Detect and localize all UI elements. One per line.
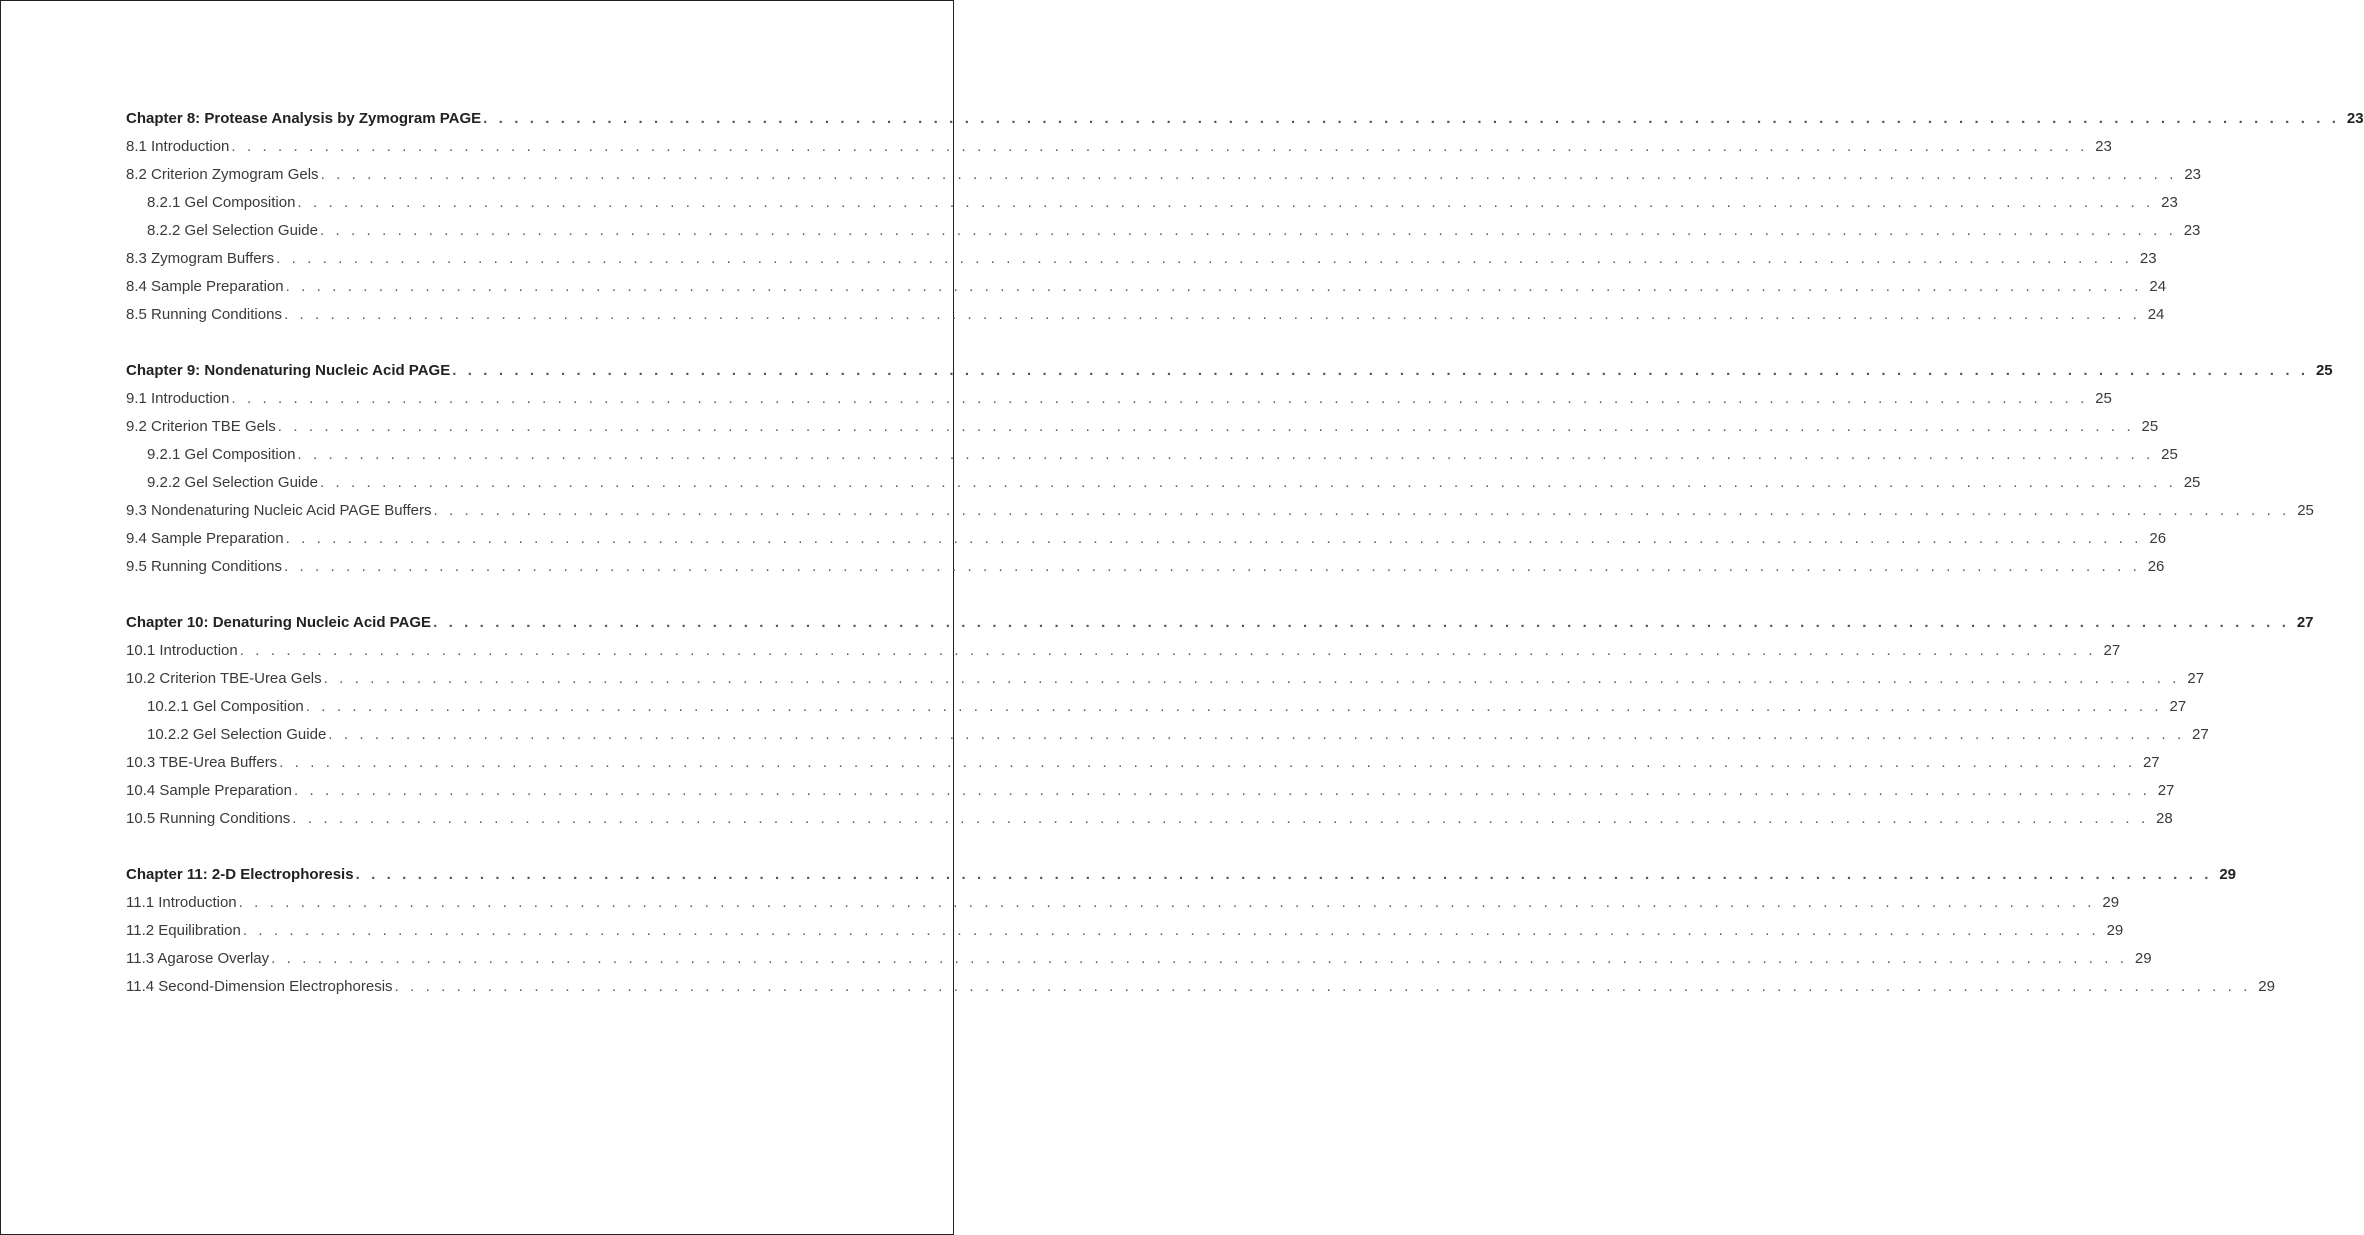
toc-dot-leader: . . . . . . . . . . . . . . . . . . . . . . . . . . . . . . . . . . . . . . . . . . . . . . . . . . . . . . . . . . . . . . . . . . . . . . . . . . . . . . . . . . . . . . . . . . . . . . . . . . . . . . . . . . . . . . . . . . . . . . . . (297, 446, 2154, 463)
toc-page-number: 25 (2183, 474, 2201, 491)
toc-section-entry[interactable] (126, 413, 2159, 441)
toc-entry-title: 11.2 Equilibration (126, 922, 241, 939)
toc-entry-title: Chapter 8: Protease Analysis by Zymogram PAGE (126, 110, 482, 127)
toc-page-number: 23 (2161, 194, 2178, 211)
toc-dot-leader: . . . . . . . . . . . . . . . . . . . . . . . . . . . . . . . . . . . . . . . . . . . . . . . . . . . . . . . . . . . . . . . . . . . . . . . . . . . . . . . . . . . . . . . . . . . . . . . . . . . . . . . . . . . . . . . . . . . . . . . . (328, 726, 2185, 743)
toc-dot-leader: . . . . . . . . . . . . . . . . . . . . . . . . . . . . . . . . . . . . . . . . . . . . . . . . . . . . . . . . . . . . . . . . . . . . . . . . . . . . . . . . . . . . . . . . . . . . . . . . . . . . . . . . . . . . . . . . . . . . . . . . (285, 278, 2143, 295)
toc-entry-title: 11.3 Agarose Overlay (126, 950, 270, 967)
toc-entry-title: 9.3 Nondenaturing Nucleic Acid PAGE Buffers (126, 502, 432, 519)
toc-section-entry[interactable] (126, 889, 2120, 917)
toc-section-entry[interactable] (126, 273, 2167, 301)
toc-chapter-entry[interactable] (126, 609, 2314, 637)
toc-page-number: 27 (2142, 754, 2160, 771)
toc-entry-title: 10.1 Introduction (126, 642, 238, 659)
toc-entry-title: 9.2.2 Gel Selection Guide (147, 474, 318, 491)
toc-entry-title: 10.5 Running Conditions (126, 810, 291, 827)
toc-page-number: 23 (2184, 166, 2201, 183)
toc-dot-leader: . . . . . . . . . . . . . . . . . . . . . . . . . . . . . . . . . . . . . . . . . . . . . . . . . . . . . . . . . . . . . . . . . . . . . . . . . . . . . . . . . . . . . . . . . . . . . . . . . . . . . . . . . . . . . . . . . . . . . . . . (394, 978, 2251, 995)
toc-entry-title: Chapter 9: Nondenaturing Nucleic Acid PAGE (126, 362, 451, 379)
toc-dot-leader: . . . . . . . . . . . . . . . . . . . . . . . . . . . . . . . . . . . . . . . . . . . . . . . . . . . . . . . . . . . . . . . . . . . . . . . . . . . . . . . . . . . . . . . . . . . . . . . . . . . . . . . . . . . . . . . . . . . . . . . . (293, 782, 2151, 799)
toc-entry-title: 8.4 Sample Preparation (126, 278, 284, 295)
toc-page-number: 25 (2095, 390, 2112, 407)
toc-section-entry[interactable] (126, 133, 2112, 161)
toc-dot-leader: . . . . . . . . . . . . . . . . . . . . . . . . . . . . . . . . . . . . . . . . . . . . . . . . . . . . . . . . . . . . . . . . . . . . . . . . . . . . . . . . . . . . . . . . . . . . . . . . . . . . . . . . . . . . . . . . . . . . . . . . (271, 950, 2128, 967)
toc-dot-leader: . . . . . . . . . . . . . . . . . . . . . . . . . . . . . . . . . . . . . . . . . . . . . . . . . . . . . . . . . . . . . . . . . . . . . . . . . . . . . . . . . . . . . . . . . . . . . . . . . . . . . . . . . . . . . . . . . . . . . . . . (319, 474, 2177, 491)
toc-page-number: 27 (2103, 642, 2121, 659)
toc-entry-title: 9.4 Sample Preparation (126, 530, 284, 547)
table-of-contents (126, 105, 2364, 1029)
toc-section-entry[interactable] (126, 385, 2112, 413)
toc-section-entry[interactable] (126, 637, 2121, 665)
toc-page-number: 26 (2149, 530, 2167, 547)
toc-entry-title: 10.3 TBE-Urea Buffers (126, 754, 278, 771)
toc-page-number: 25 (2161, 446, 2178, 463)
toc-subsection-entry[interactable] (126, 721, 2209, 749)
toc-dot-leader: . . . . . . . . . . . . . . . . . . . . . . . . . . . . . . . . . . . . . . . . . . . . . . . . . . . . . . . . . . . . . . . . . . . . . . . . . . . . . . . . . . . . . . . . . . . . . . . . . . . . . . . . . . . . . . . . . . . . . . . . (285, 530, 2143, 547)
toc-entry-title: 8.5 Running Conditions (126, 306, 282, 323)
toc-dot-leader: . . . . . . . . . . . . . . . . . . . . . . . . . . . . . . . . . . . . . . . . . . . . . . . . . . . . . . . . . . . . . . . . . . . . . . . . . . . . . . . . . . . . . . . . . . . . . . . . . . . . . . . . . . . . . . . . . . . . . . . . (319, 222, 2177, 239)
toc-dot-leader: . . . . . . . . . . . . . . . . . . . . . . . . . . . . . . . . . . . . . . . . . . . . . . . . . . . . . . . . . . . . . . . . . . . . . . . . . . . . . . . . . . . . . . . . . . . . . . . . . . . . . . . . . . . . . . . . . . . . . . . . (297, 194, 2154, 211)
toc-dot-leader: . . . . . . . . . . . . . . . . . . . . . . . . . . . . . . . . . . . . . . . . . . . . . . . . . . . . . . . . . . . . . . . . . . . . . . . . . . . . . . . . . . . . . . . . . . . . . . . . . . . . . . . . . . . . . . . . . . . . . . . . (276, 250, 2133, 267)
toc-section-entry[interactable] (126, 553, 2165, 581)
toc-page-number: 23 (2095, 138, 2112, 155)
toc-dot-leader: . . . . . . . . . . . . . . . . . . . . . . . . . . . . . . . . . . . . . . . . . . . . . . . . . . . . . . . . . . . . . . . . . . . . . . . . . . . . . . . . . . . . . . . . . . . . . . . . . . . . . . . . . . . . . . . . . . . . . . . . (231, 390, 2088, 407)
toc-page-number: 27 (2157, 782, 2175, 799)
toc-entry-title: 9.2.1 Gel Composition (147, 446, 296, 463)
toc-section-entry[interactable] (126, 497, 2314, 525)
toc-section-entry[interactable] (126, 749, 2160, 777)
toc-chapter-group (126, 105, 2364, 329)
toc-dot-leader: . . . . . . . . . . . . . . . . . . . . . . . . . . . . . . . . . . . . . . . . . . . . . . . . . . . . . . . . . . . . . . . . . . . . . . . . . . . . . . . . . . . . . . . . . . . . . . . . . . . . . . . . . . . . . . . . . . . . . . . . (277, 418, 2135, 435)
toc-page-number: 29 (2258, 978, 2275, 995)
toc-subsection-entry[interactable] (126, 469, 2201, 497)
toc-page-number: 23 (2139, 250, 2157, 267)
toc-entry-title: 8.3 Zymogram Buffers (126, 250, 275, 267)
toc-entry-title: 10.4 Sample Preparation (126, 782, 292, 799)
toc-page-number: 24 (2147, 306, 2165, 323)
toc-entry-title: 8.2.2 Gel Selection Guide (147, 222, 318, 239)
toc-section-entry[interactable] (126, 973, 2275, 1001)
toc-section-entry[interactable] (126, 917, 2124, 945)
toc-page-number: 27 (2187, 670, 2205, 687)
toc-dot-leader: . . . . . . . . . . . . . . . . . . . . . . . . . . . . . . . . . . . . . . . . . . . . . . . . . . . . . . . . . . . . . . . . . . . . . . . . . . . . . . . . . . . . . . . . . . . . . . . . . . . . . . . . . . . . . . . . . . . . . . . . (292, 810, 2149, 827)
toc-page-number: 27 (2296, 614, 2314, 631)
toc-dot-leader: . . . . . . . . . . . . . . . . . . . . . . . . . . . . . . . . . . . . . . . . . . . . . . . . . . . . . . . . . . . . . . . . . . . . . . . . . . . . . . . . . . . . . . . . . . . . . . . . . . . . . . . . . . . . . . . . . . . . . . . . (283, 558, 2141, 575)
toc-page-number: 27 (2192, 726, 2209, 743)
toc-chapter-group (126, 357, 2333, 581)
toc-entry-title: 10.2.2 Gel Selection Guide (147, 726, 327, 743)
toc-section-entry[interactable] (126, 245, 2157, 273)
toc-subsection-entry[interactable] (126, 189, 2178, 217)
toc-dot-leader: . . . . . . . . . . . . . . . . . . . . . . . . . . . . . . . . . . . . . . . . . . . . . . . . . . . . . . . . . . . . . . . . . . . . . . . . . . . . . . . . . . . . . . . . . . . . . . . . . . . . . . . . . . . . . . . . . . . . . . . . (323, 670, 2181, 687)
toc-chapter-group (126, 861, 2275, 1001)
toc-entry-title: 8.2.1 Gel Composition (147, 194, 296, 211)
toc-section-entry[interactable] (126, 945, 2152, 973)
toc-section-entry[interactable] (126, 665, 2205, 693)
toc-dot-leader: . . . . . . . . . . . . . . . . . . . . . . . . . . . . . . . . . . . . . . . . . . . . . . . . . . . . . . . . . . . . . . . . . . . . . . . . . . . . . . . . . . . . . . . . . . . . . . . . . . . . . . . . . . . . . . . . . . . . . . . . (433, 614, 2290, 631)
toc-dot-leader: . . . . . . . . . . . . . . . . . . . . . . . . . . . . . . . . . . . . . . . . . . . . . . . . . . . . . . . . . . . . . . . . . . . . . . . . . . . . . . . . . . . . . . . . . . . . . . . . . . . . . . . . . . . . . . . . . . . . . . . . (239, 642, 2097, 659)
toc-page-number: 25 (2315, 362, 2333, 379)
toc-page-number: 27 (2169, 698, 2187, 715)
toc-page-number: 24 (2149, 278, 2167, 295)
toc-entry-title: 11.4 Second-Dimension Electrophoresis (126, 978, 393, 995)
toc-dot-leader: . . . . . . . . . . . . . . . . . . . . . . . . . . . . . . . . . . . . . . . . . . . . . . . . . . . . . . . . . . . . . . . . . . . . . . . . . . . . . . . . . . . . . . . . . . . . . . . . . . . . . . . . . . . . . . . . . . . . . . . . (355, 866, 2213, 883)
toc-page-number: 23 (2183, 222, 2201, 239)
toc-dot-leader: . . . . . . . . . . . . . . . . . . . . . . . . . . . . . . . . . . . . . . . . . . . . . . . . . . . . . . . . . . . . . . . . . . . . . . . . . . . . . . . . . . . . . . . . . . . . . . . . . . . . . . . . . . . . . . . . . . . . . . . . (238, 894, 2096, 911)
toc-entry-title: 8.1 Introduction (126, 138, 230, 155)
toc-entry-title: Chapter 10: Denaturing Nucleic Acid PAGE (126, 614, 432, 631)
toc-subsection-entry[interactable] (126, 217, 2201, 245)
toc-dot-leader: . . . . . . . . . . . . . . . . . . . . . . . . . . . . . . . . . . . . . . . . . . . . . . . . . . . . . . . . . . . . . . . . . . . . . . . . . . . . . . . . . . . . . . . . . . . . . . . . . . . . . . . . . . . . . . . . . . . . . . . . (452, 362, 2309, 379)
toc-chapter-group (126, 609, 2314, 833)
toc-section-entry[interactable] (126, 525, 2167, 553)
toc-page-number: 25 (2141, 418, 2159, 435)
toc-chapter-entry[interactable] (126, 105, 2364, 133)
toc-page-number: 28 (2156, 810, 2173, 827)
toc-dot-leader: . . . . . . . . . . . . . . . . . . . . . . . . . . . . . . . . . . . . . . . . . . . . . . . . . . . . . . . . . . . . . . . . . . . . . . . . . . . . . . . . . . . . . . . . . . . . . . . . . . . . . . . . . . . . . . . . . . . . . . . . (433, 502, 2290, 519)
toc-chapter-entry[interactable] (126, 357, 2333, 385)
toc-page-number: 25 (2297, 502, 2314, 519)
toc-section-entry[interactable] (126, 161, 2201, 189)
toc-dot-leader: . . . . . . . . . . . . . . . . . . . . . . . . . . . . . . . . . . . . . . . . . . . . . . . . . . . . . . . . . . . . . . . . . . . . . . . . . . . . . . . . . . . . . . . . . . . . . . . . . . . . . . . . . . . . . . . . . . . . . . . . (305, 698, 2163, 715)
toc-entry-title: 10.2.1 Gel Composition (147, 698, 304, 715)
toc-page-number: 23 (2346, 110, 2364, 127)
toc-page-number: 29 (2134, 950, 2152, 967)
toc-dot-leader: . . . . . . . . . . . . . . . . . . . . . . . . . . . . . . . . . . . . . . . . . . . . . . . . . . . . . . . . . . . . . . . . . . . . . . . . . . . . . . . . . . . . . . . . . . . . . . . . . . . . . . . . . . . . . . . . . . . . . . . . (283, 306, 2141, 323)
toc-subsection-entry[interactable] (126, 441, 2178, 469)
toc-entry-title: 9.2 Criterion TBE Gels (126, 418, 276, 435)
toc-dot-leader: . . . . . . . . . . . . . . . . . . . . . . . . . . . . . . . . . . . . . . . . . . . . . . . . . . . . . . . . . . . . . . . . . . . . . . . . . . . . . . . . . . . . . . . . . . . . . . . . . . . . . . . . . . . . . . . . . . . . . . . . (279, 754, 2136, 771)
toc-dot-leader: . . . . . . . . . . . . . . . . . . . . . . . . . . . . . . . . . . . . . . . . . . . . . . . . . . . . . . . . . . . . . . . . . . . . . . . . . . . . . . . . . . . . . . . . . . . . . . . . . . . . . . . . . . . . . . . . . . . . . . . . (320, 166, 2177, 183)
toc-dot-leader: . . . . . . . . . . . . . . . . . . . . . . . . . . . . . . . . . . . . . . . . . . . . . . . . . . . . . . . . . . . . . . . . . . . . . . . . . . . . . . . . . . . . . . . . . . . . . . . . . . . . . . . . . . . . . . . . . . . . . . . . (242, 922, 2100, 939)
toc-entry-title: 10.2 Criterion TBE-Urea Gels (126, 670, 322, 687)
toc-section-entry[interactable] (126, 805, 2173, 833)
toc-entry-title: 8.2 Criterion Zymogram Gels (126, 166, 319, 183)
toc-subsection-entry[interactable] (126, 693, 2187, 721)
toc-dot-leader: . . . . . . . . . . . . . . . . . . . . . . . . . . . . . . . . . . . . . . . . . . . . . . . . . . . . . . . . . . . . . . . . . . . . . . . . . . . . . . . . . . . . . . . . . . . . . . . . . . . . . . . . . . . . . . . . . . . . . . . . (483, 110, 2340, 127)
toc-entry-title: 11.1 Introduction (126, 894, 237, 911)
toc-entry-title: Chapter 11: 2-D Electrophoresis (126, 866, 354, 883)
toc-dot-leader: . . . . . . . . . . . . . . . . . . . . . . . . . . . . . . . . . . . . . . . . . . . . . . . . . . . . . . . . . . . . . . . . . . . . . . . . . . . . . . . . . . . . . . . . . . . . . . . . . . . . . . . . . . . . . . . . . . . . . . . . (231, 138, 2088, 155)
toc-page-number: 29 (2102, 894, 2120, 911)
toc-entry-title: 9.1 Introduction (126, 390, 230, 407)
toc-page-number: 29 (2219, 866, 2237, 883)
toc-page-number: 26 (2147, 558, 2165, 575)
toc-entry-title: 9.5 Running Conditions (126, 558, 282, 575)
toc-chapter-entry[interactable] (126, 861, 2237, 889)
toc-section-entry[interactable] (126, 777, 2175, 805)
toc-page-number: 29 (2106, 922, 2124, 939)
toc-section-entry[interactable] (126, 301, 2165, 329)
